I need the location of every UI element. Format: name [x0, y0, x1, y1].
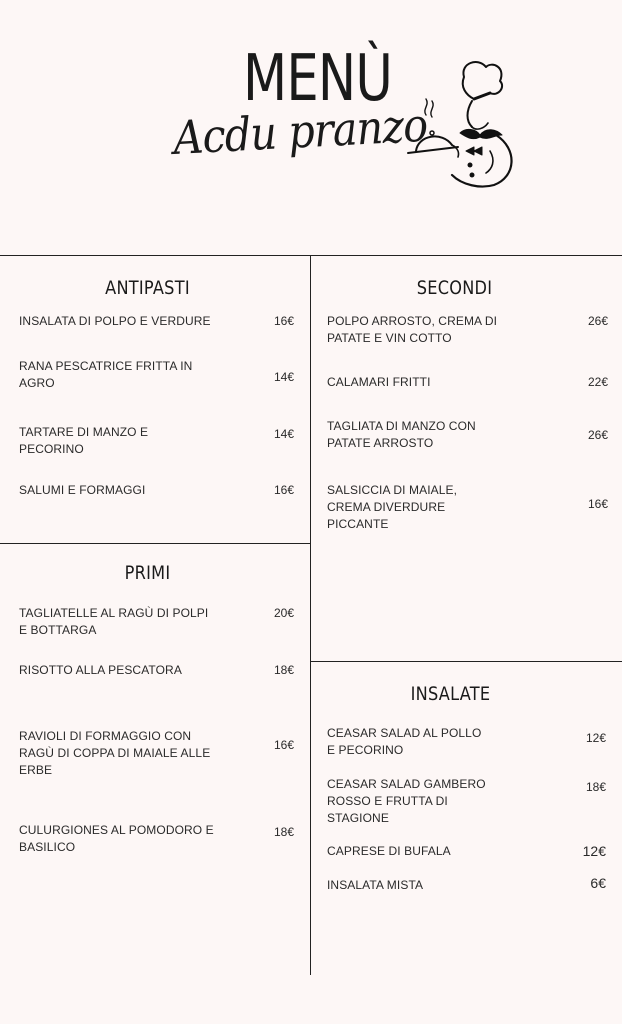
menu-item-name: CULURGIONES AL POMODORO E BASILICO	[19, 823, 214, 854]
menu-item-name: POLPO ARROSTO, CREMA DI PATATE E VIN COTTO	[327, 314, 498, 345]
menu-item-price: 18€	[585, 780, 606, 794]
chef-icon	[400, 55, 520, 195]
menu-item-price: 14€	[273, 370, 294, 384]
menu-title: MENÙ	[243, 42, 393, 116]
section-title-secondi: SECONDI	[416, 277, 493, 299]
menu-item-name: CEASAR SALAD AL POLLO E PECORINO	[327, 726, 482, 757]
menu-item-name: TARTARE DI MANZO E PECORINO	[19, 425, 149, 456]
menu-item-price: 18€	[273, 825, 294, 839]
menu-item-price: 12€	[582, 843, 606, 859]
top-divider	[0, 255, 622, 256]
menu-item-price: 6€	[590, 875, 606, 891]
menu-item-name: CALAMARI FRITTI	[327, 375, 431, 389]
section-title-insalate: INSALATE	[410, 683, 491, 705]
menu-item-name: RANA PESCATRICE FRITTA IN AGRO	[19, 359, 193, 390]
menu-item-price: 16€	[273, 738, 294, 752]
menu-item-price: 20€	[273, 606, 294, 620]
menu-item-price: 26€	[587, 428, 608, 442]
menu-item-name: INSALATA DI POLPO E VERDURE	[19, 314, 211, 328]
menu-item-name: CAPRESE DI BUFALA	[327, 844, 451, 858]
menu-item-price: 22€	[587, 375, 608, 389]
menu-item-price: 16€	[273, 314, 294, 328]
menu-item-name: SALSICCIA DI MAIALE, CREMA DIVERDURE PICCANTE	[327, 483, 458, 531]
section-title-antipasti: ANTIPASTI	[105, 277, 190, 299]
right-section-divider	[310, 661, 622, 662]
menu-item-price: 14€	[273, 427, 294, 441]
section-title-primi: PRIMI	[124, 562, 171, 584]
menu-item-price: 12€	[585, 731, 606, 745]
menu-item-name: INSALATA MISTA	[327, 878, 424, 892]
menu-item-price: 18€	[273, 663, 294, 677]
menu-item-price: 26€	[587, 314, 608, 328]
menu-item-name: RISOTTO ALLA PESCATORA	[19, 663, 182, 677]
menu-item-name: TAGLIATA DI MANZO CON PATATE ARROSTO	[327, 419, 476, 450]
menu-item-name: TAGLIATELLE AL RAGÙ DI POLPI E BOTTARGA	[19, 606, 209, 637]
menu-subtitle: Acdu pranzo	[172, 97, 429, 165]
menu-item-name: CEASAR SALAD GAMBERO ROSSO E FRUTTA DI STAGIONE	[327, 777, 486, 825]
menu-item-name: RAVIOLI DI FORMAGGIO CON RAGÙ DI COPPA DI MAIALE ALLE ERBE	[19, 729, 211, 777]
center-divider	[310, 255, 311, 975]
menu-item-name: SALUMI E FORMAGGI	[19, 483, 146, 497]
menu-item-price: 16€	[273, 483, 294, 497]
left-section-divider	[0, 543, 310, 544]
menu-item-price: 16€	[587, 497, 608, 511]
